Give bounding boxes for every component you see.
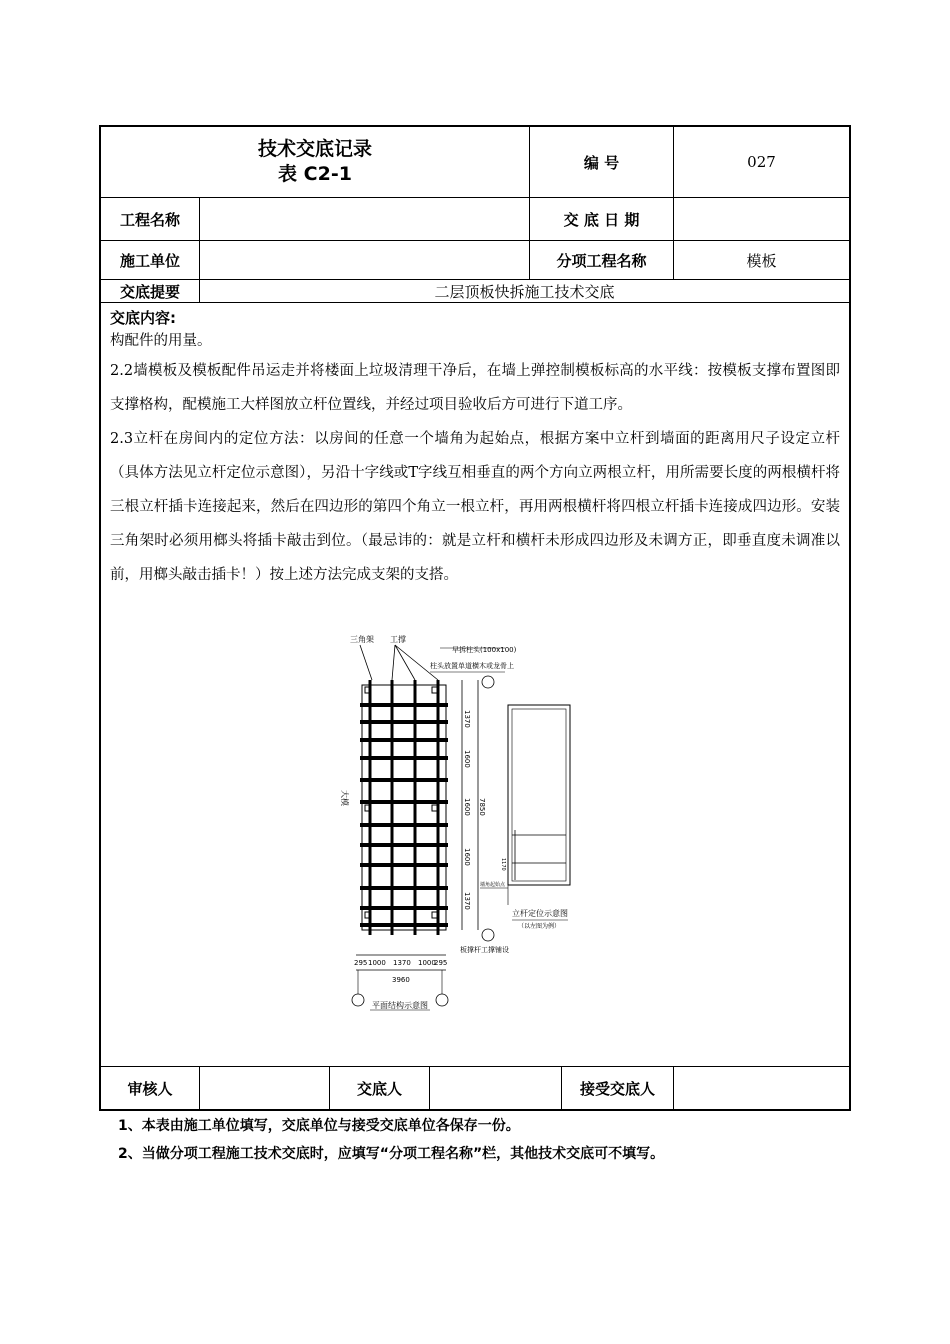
form-title-line2: 表 C2-1 [278, 163, 352, 185]
dim-vertical: 1600 [463, 848, 471, 866]
form-title [100, 126, 530, 198]
summary-label: 交底提要 [100, 279, 200, 303]
number-value: 027 [673, 126, 850, 198]
label-note-top: 柱头放置单道横木或龙骨上 [430, 662, 514, 670]
small-left-label: 墙角起始点 [480, 882, 506, 888]
form-title-line1: 技术交底记录 [257, 138, 372, 160]
caption-pole-sub: （以左图为例） [518, 923, 561, 930]
construction-unit-label: 施工单位 [100, 240, 200, 280]
content-paragraph: 构配件的用量。 [110, 333, 212, 349]
discloser-field[interactable] [429, 1066, 562, 1110]
sub-project-label: 分项工程名称 [529, 240, 674, 280]
dim-bottom: 295 [434, 959, 448, 967]
note-item: 2、当做分项工程施工技术交底时，应填写“分项工程名称”栏，其他技术交底可不填写。 [118, 1146, 665, 1162]
label-beam: 工撑 [390, 635, 406, 644]
construction-unit-field[interactable] [199, 240, 530, 280]
label-triangle: 三角架 [350, 635, 374, 644]
receiver-field[interactable] [673, 1066, 850, 1110]
receiver-label: 接受交底人 [561, 1066, 674, 1110]
notes [118, 1112, 664, 1168]
date-label: 交 底 日 期 [529, 197, 674, 241]
dim-bottom: 1370 [393, 959, 411, 967]
dim-bottom: 295 [354, 959, 368, 967]
content-paragraph: 2.2墙模板及模板配件吊运走并将楼面上垃圾清理干净后，在墙上弹控制模板标高的水平线：按模板支撑布置图即支撑格构，配模施工大样图放立杆位置线，并经过项目验收后方可进行下道工序。 [110, 363, 840, 413]
label-floor: 板撑杆工撑铺设 [460, 946, 509, 954]
reviewer-label: 审核人 [100, 1066, 200, 1110]
dim-vertical: 1370 [463, 710, 471, 728]
dim-total-vertical: 7850 [478, 798, 486, 816]
label-wall: 大模 [340, 790, 349, 806]
discloser-label: 交底人 [329, 1066, 430, 1110]
note-item: 1、本表由施工单位填写，交底单位与接受交底单位各保存一份。 [118, 1118, 520, 1134]
content-heading: 交底内容: [110, 309, 176, 327]
content-paragraph: 2.3立杆在房间内的定位方法：以房间的任意一个墙角为起始点，根据方案中立杆到墙面的距离用尺子设定立杆（具体方法见立杆定位示意图），另沿十字线或T字线互相垂直的两个方向立两根立杆，用所需要长度的两根横杆将三根立杆插卡连接起来，然后在四边形的第四个角立一根立杆，再用两根横杆将四根立杆插卡连接成四边形。安装三角架时必须用榔头将插卡敲击到位。（最忌讳的：就是立杆和横杆未形成四边形及未调方正，即垂直度未调准以前，用榔头敲击插卡！）按上述方法完成支架的支搭。 [110, 431, 840, 583]
dim-vertical: 1370 [463, 892, 471, 910]
caption-plan: 平面结构示意图 [372, 1001, 428, 1010]
dim-bottom: 1000 [418, 959, 436, 967]
dim-bottom: 1000 [368, 959, 386, 967]
dim-vertical: 1600 [463, 750, 471, 768]
small-dim: 1170 [500, 858, 506, 871]
caption-pole: 立杆定位示意图 [512, 909, 568, 918]
date-field[interactable] [673, 197, 850, 241]
dim-total-bottom: 3960 [392, 976, 410, 984]
summary-field[interactable]: 二层顶板快拆施工技术交底 [199, 279, 850, 303]
sub-project-field[interactable]: 模板 [673, 240, 850, 280]
project-name-field[interactable] [199, 197, 530, 241]
label-wood: 早拆柱头(100x100) [452, 646, 517, 654]
project-name-label: 工程名称 [100, 197, 200, 241]
dim-vertical: 1600 [463, 798, 471, 816]
number-label: 编 号 [529, 126, 674, 198]
reviewer-field[interactable] [199, 1066, 330, 1110]
scaffold-drawing [320, 630, 600, 1025]
